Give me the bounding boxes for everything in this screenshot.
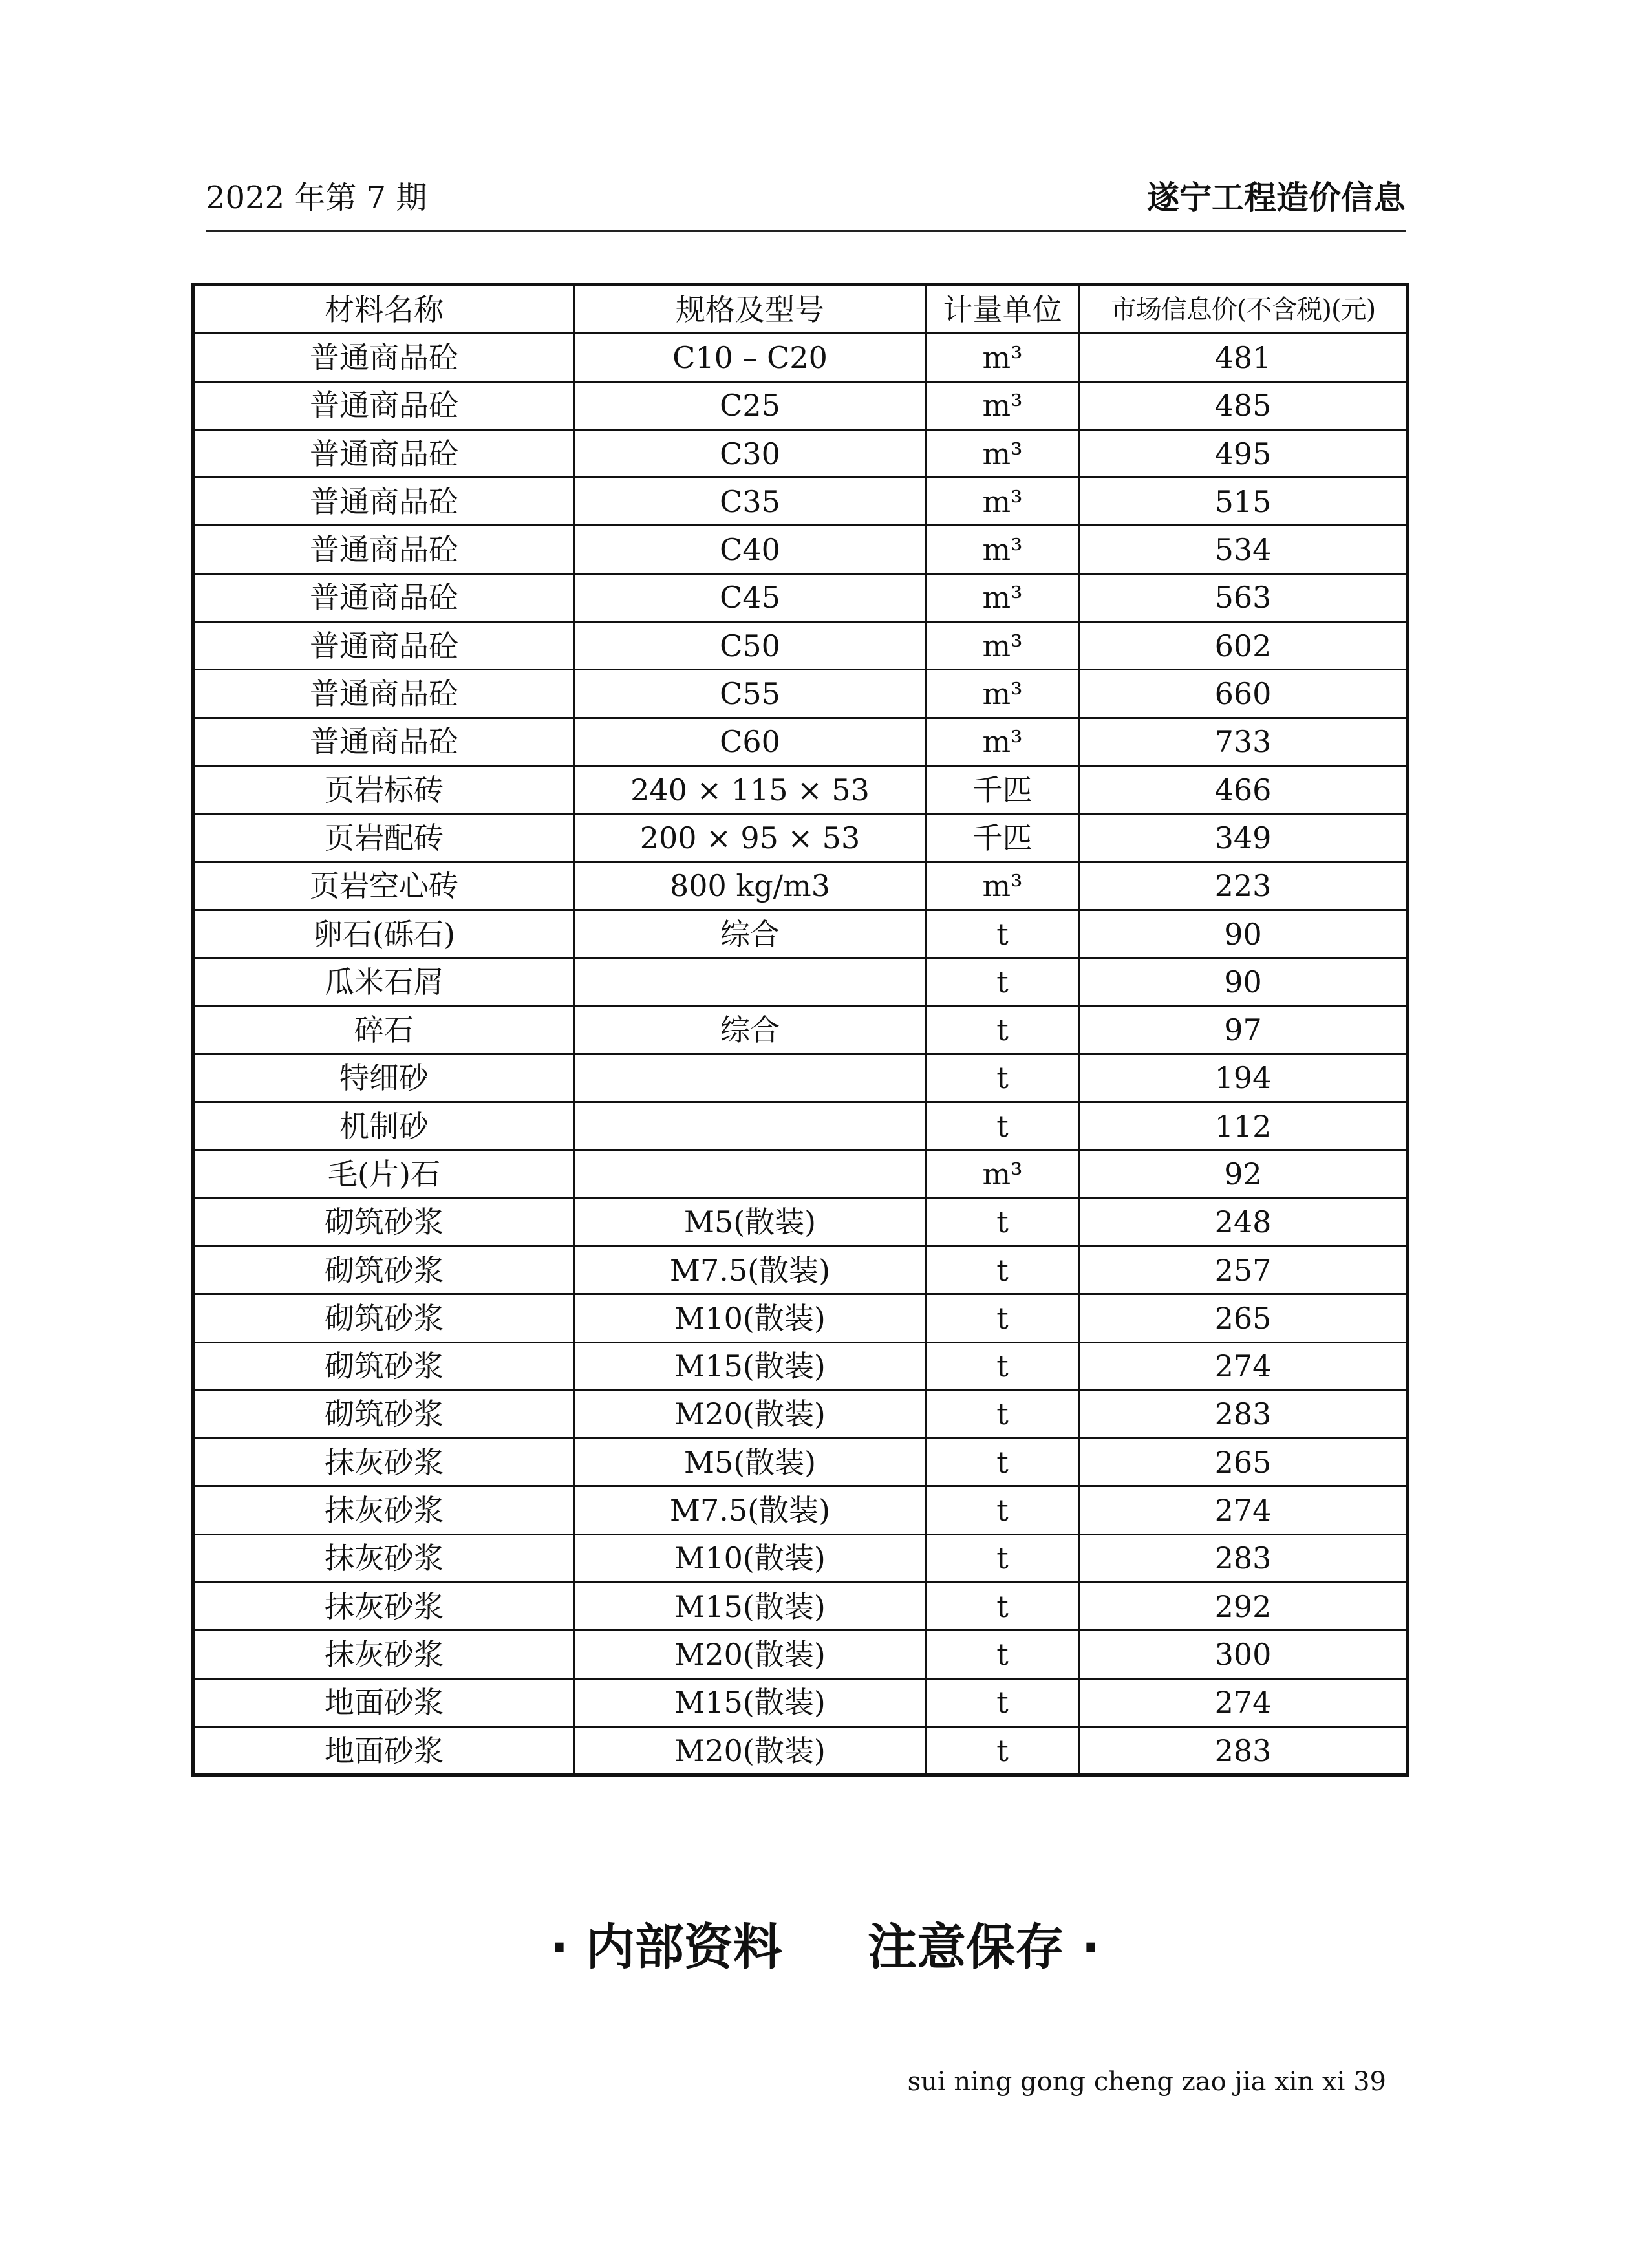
price-cell: 660	[1080, 670, 1408, 718]
unit-cell: t	[926, 1246, 1080, 1294]
price-cell: 92	[1080, 1150, 1408, 1198]
specification-cell	[575, 1102, 926, 1150]
price-table	[191, 283, 1409, 1777]
unit-cell: m³	[926, 718, 1080, 765]
unit-cell: m³	[926, 862, 1080, 910]
material-name-cell: 抹灰砂浆	[193, 1534, 575, 1582]
unit-cell: t	[926, 1342, 1080, 1390]
price-cell: 283	[1080, 1534, 1408, 1582]
material-name-cell: 普通商品砼	[193, 670, 575, 718]
specification-cell	[575, 958, 926, 1006]
price-cell: 563	[1080, 573, 1408, 621]
specification-cell: C60	[575, 718, 926, 765]
price-cell: 248	[1080, 1198, 1408, 1246]
price-table-header	[193, 285, 1408, 334]
price-cell: 274	[1080, 1342, 1408, 1390]
unit-cell: t	[926, 1631, 1080, 1678]
specification-cell: 800 kg/m3	[575, 862, 926, 910]
unit-cell: m³	[926, 670, 1080, 718]
specification-cell: M20(散装)	[575, 1726, 926, 1775]
material-name-cell: 抹灰砂浆	[193, 1439, 575, 1486]
table-row	[193, 1294, 1408, 1342]
table-row	[193, 381, 1408, 429]
material-name-cell: 砌筑砂浆	[193, 1390, 575, 1438]
material-name-cell: 地面砂浆	[193, 1726, 575, 1775]
table-row	[193, 1439, 1408, 1486]
unit-cell: t	[926, 1390, 1080, 1438]
page-footer-pager: sui ning gong cheng zao jia xin xi 39	[907, 2067, 1386, 2097]
material-name-cell: 毛(片)石	[193, 1150, 575, 1198]
specification-cell: C30	[575, 429, 926, 477]
specification-cell: M7.5(散装)	[575, 1246, 926, 1294]
table-row	[193, 526, 1408, 573]
specification-cell: M5(散装)	[575, 1198, 926, 1246]
specification-cell: M20(散装)	[575, 1631, 926, 1678]
unit-cell: t	[926, 1006, 1080, 1054]
material-name-cell: 卵石(砾石)	[193, 910, 575, 957]
unit-cell: t	[926, 1294, 1080, 1342]
unit-cell: m³	[926, 1150, 1080, 1198]
table-row	[193, 814, 1408, 862]
price-cell: 274	[1080, 1678, 1408, 1726]
table-row	[193, 1246, 1408, 1294]
price-table-body	[193, 334, 1408, 1775]
specification-cell: 综合	[575, 910, 926, 957]
unit-cell: t	[926, 910, 1080, 957]
specification-cell: M7.5(散装)	[575, 1486, 926, 1534]
material-name-cell: 抹灰砂浆	[193, 1631, 575, 1678]
table-row	[193, 1150, 1408, 1198]
price-cell: 466	[1080, 765, 1408, 813]
material-name-cell: 瓜米石屑	[193, 958, 575, 1006]
table-row	[193, 1390, 1408, 1438]
table-row	[193, 1534, 1408, 1582]
price-cell: 481	[1080, 334, 1408, 381]
price-cell: 194	[1080, 1054, 1408, 1102]
material-name-cell: 机制砂	[193, 1102, 575, 1150]
issue-label: 2022 年第 7 期	[206, 180, 427, 216]
unit-cell: t	[926, 1678, 1080, 1726]
material-name-cell: 砌筑砂浆	[193, 1246, 575, 1294]
table-row	[193, 718, 1408, 765]
unit-cell: m³	[926, 429, 1080, 477]
material-name-cell: 普通商品砼	[193, 429, 575, 477]
specification-cell: M5(散装)	[575, 1439, 926, 1486]
unit-cell: 千匹	[926, 765, 1080, 813]
specification-cell: 综合	[575, 1006, 926, 1054]
internal-material-notice: · 内部资料 注意保存 ·	[550, 1918, 1100, 1976]
specification-cell: C45	[575, 573, 926, 621]
table-row	[193, 429, 1408, 477]
specification-cell: C50	[575, 622, 926, 670]
unit-cell: m³	[926, 622, 1080, 670]
price-cell: 602	[1080, 622, 1408, 670]
table-row	[193, 1486, 1408, 1534]
unit-cell: m³	[926, 573, 1080, 621]
table-row	[193, 1583, 1408, 1631]
material-name-cell: 普通商品砼	[193, 573, 575, 621]
table-row	[193, 670, 1408, 718]
specification-cell: 240 × 115 × 53	[575, 765, 926, 813]
table-row	[193, 1726, 1408, 1775]
table-row	[193, 334, 1408, 381]
material-name-cell: 普通商品砼	[193, 718, 575, 765]
unit-cell: t	[926, 1439, 1080, 1486]
material-name-cell: 页岩空心砖	[193, 862, 575, 910]
material-name-cell: 普通商品砼	[193, 334, 575, 381]
material-name-cell: 特细砂	[193, 1054, 575, 1102]
material-name-cell: 页岩配砖	[193, 814, 575, 862]
table-header-row	[193, 285, 1408, 334]
page-header	[206, 169, 1406, 231]
price-cell: 90	[1080, 958, 1408, 1006]
table-row	[193, 1198, 1408, 1246]
table-row	[193, 862, 1408, 910]
specification-cell: C25	[575, 381, 926, 429]
price-cell: 274	[1080, 1486, 1408, 1534]
unit-cell: m³	[926, 478, 1080, 526]
price-cell: 495	[1080, 429, 1408, 477]
unit-cell: 千匹	[926, 814, 1080, 862]
unit-cell: m³	[926, 334, 1080, 381]
price-cell: 90	[1080, 910, 1408, 957]
specification-cell: C40	[575, 526, 926, 573]
unit-cell: t	[926, 1198, 1080, 1246]
unit-cell: m³	[926, 381, 1080, 429]
unit-cell: t	[926, 1583, 1080, 1631]
column-header-unit: 计量单位	[926, 285, 1080, 334]
table-row	[193, 573, 1408, 621]
material-name-cell: 砌筑砂浆	[193, 1342, 575, 1390]
price-cell: 300	[1080, 1631, 1408, 1678]
material-name-cell: 碎石	[193, 1006, 575, 1054]
table-row	[193, 1631, 1408, 1678]
price-cell: 265	[1080, 1439, 1408, 1486]
column-header-specification: 规格及型号	[575, 285, 926, 334]
unit-cell: t	[926, 958, 1080, 1006]
price-cell: 515	[1080, 478, 1408, 526]
column-header-material-name: 材料名称	[193, 285, 575, 334]
material-name-cell: 页岩标砖	[193, 765, 575, 813]
table-row	[193, 1678, 1408, 1726]
table-row	[193, 910, 1408, 957]
specification-cell: C10 – C20	[575, 334, 926, 381]
table-row	[193, 1342, 1408, 1390]
table-row	[193, 1006, 1408, 1054]
price-cell: 257	[1080, 1246, 1408, 1294]
header-divider	[206, 230, 1406, 232]
column-header-price: 市场信息价(不含税)(元)	[1080, 285, 1408, 334]
price-cell: 265	[1080, 1294, 1408, 1342]
material-name-cell: 砌筑砂浆	[193, 1294, 575, 1342]
price-cell: 733	[1080, 718, 1408, 765]
specification-cell: M15(散装)	[575, 1583, 926, 1631]
specification-cell: M15(散装)	[575, 1678, 926, 1726]
unit-cell: t	[926, 1726, 1080, 1775]
material-name-cell: 普通商品砼	[193, 622, 575, 670]
specification-cell: C55	[575, 670, 926, 718]
price-cell: 97	[1080, 1006, 1408, 1054]
journal-title: 遂宁工程造价信息	[1147, 178, 1406, 217]
specification-cell: 200 × 95 × 53	[575, 814, 926, 862]
specification-cell: M20(散装)	[575, 1390, 926, 1438]
price-cell: 349	[1080, 814, 1408, 862]
material-name-cell: 砌筑砂浆	[193, 1198, 575, 1246]
price-cell: 534	[1080, 526, 1408, 573]
unit-cell: t	[926, 1486, 1080, 1534]
specification-cell	[575, 1054, 926, 1102]
unit-cell: m³	[926, 526, 1080, 573]
price-cell: 283	[1080, 1726, 1408, 1775]
specification-cell: M10(散装)	[575, 1534, 926, 1582]
specification-cell: M15(散装)	[575, 1342, 926, 1390]
price-cell: 112	[1080, 1102, 1408, 1150]
specification-cell	[575, 1150, 926, 1198]
table-row	[193, 765, 1408, 813]
material-name-cell: 普通商品砼	[193, 526, 575, 573]
material-name-cell: 抹灰砂浆	[193, 1486, 575, 1534]
unit-cell: t	[926, 1102, 1080, 1150]
price-cell: 292	[1080, 1583, 1408, 1631]
material-name-cell: 抹灰砂浆	[193, 1583, 575, 1631]
price-cell: 283	[1080, 1390, 1408, 1438]
material-name-cell: 普通商品砼	[193, 478, 575, 526]
material-name-cell: 地面砂浆	[193, 1678, 575, 1726]
material-name-cell: 普通商品砼	[193, 381, 575, 429]
price-cell: 223	[1080, 862, 1408, 910]
price-cell: 485	[1080, 381, 1408, 429]
table-row	[193, 1054, 1408, 1102]
specification-cell: M10(散装)	[575, 1294, 926, 1342]
table-row	[193, 622, 1408, 670]
unit-cell: t	[926, 1054, 1080, 1102]
unit-cell: t	[926, 1534, 1080, 1582]
specification-cell: C35	[575, 478, 926, 526]
table-row	[193, 958, 1408, 1006]
table-row	[193, 1102, 1408, 1150]
table-row	[193, 478, 1408, 526]
